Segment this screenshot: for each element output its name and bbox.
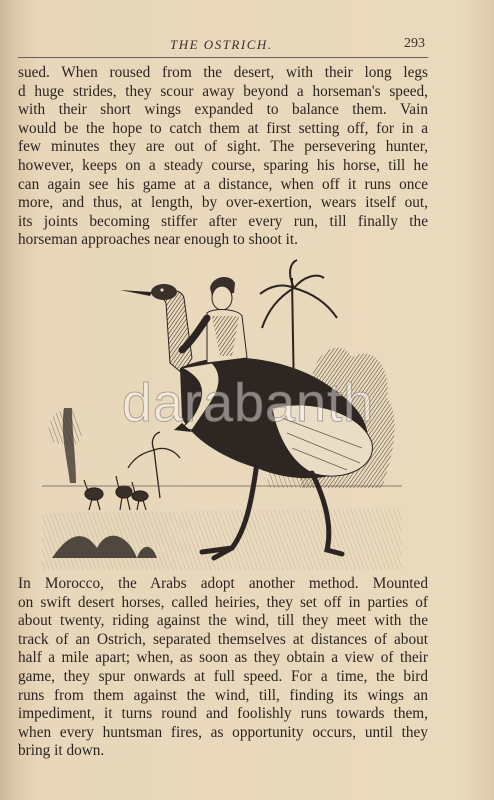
- text-line: on swift desert horses, called heiries, they set off in parties of: [18, 593, 428, 611]
- text-line: few minutes they are out of sight. The persevering hunter,: [18, 138, 428, 156]
- text-line: runs from them against the wind, till, finding its wings an: [18, 686, 428, 704]
- text-line: bring it down.: [18, 742, 105, 760]
- text-line: d huge strides, they scour away beyond a horseman's speed,: [18, 82, 428, 100]
- text-line: about twenty, riding against the wind, till they meet with the: [18, 612, 428, 630]
- text-line: horseman approaches near enough to shoot it.: [18, 231, 298, 249]
- text-line: sued. When roused from the desert, with their long legs: [18, 64, 428, 81]
- text-line: when every huntsman fires, as opportunity occurs, until they: [18, 723, 428, 741]
- text-line: would be the hope to catch them at first setting off, for in a: [18, 119, 428, 137]
- text-line: track of an Ostrich, separated themselves at distances of about: [18, 630, 428, 648]
- text-line: can again see his game at a distance, when off it runs once: [18, 175, 428, 193]
- text-line: half a mile apart; when, as soon as they obtain a view of their: [18, 649, 428, 667]
- paragraph-1: [18, 64, 428, 250]
- ostrich-rider-engraving: [42, 258, 402, 570]
- text-line: In Morocco, the Arabs adopt another method. Mounted: [18, 575, 428, 592]
- text-line: more, and thus, at length, by over-exertion, wears itself out,: [18, 194, 428, 212]
- text-line: its joints becoming stiffer after every run, till finally the: [18, 212, 428, 230]
- running-title: THE OSTRICH.: [170, 37, 273, 52]
- text-line: however, keeps on a steady course, sparing his horse, till he: [18, 156, 428, 174]
- text-line: impediment, it turns round and foolishly runs towards them,: [18, 705, 428, 723]
- text-line: game, they spur onwards at full speed. For a time, the bird: [18, 667, 428, 685]
- page-header: [0, 34, 494, 56]
- watermark: darabanth: [121, 373, 375, 433]
- header-rule: [18, 57, 428, 58]
- text-line: with their short wings expanded to balance them. Vain: [18, 101, 428, 119]
- paragraph-2: [18, 575, 428, 761]
- page-number: 293: [404, 36, 425, 51]
